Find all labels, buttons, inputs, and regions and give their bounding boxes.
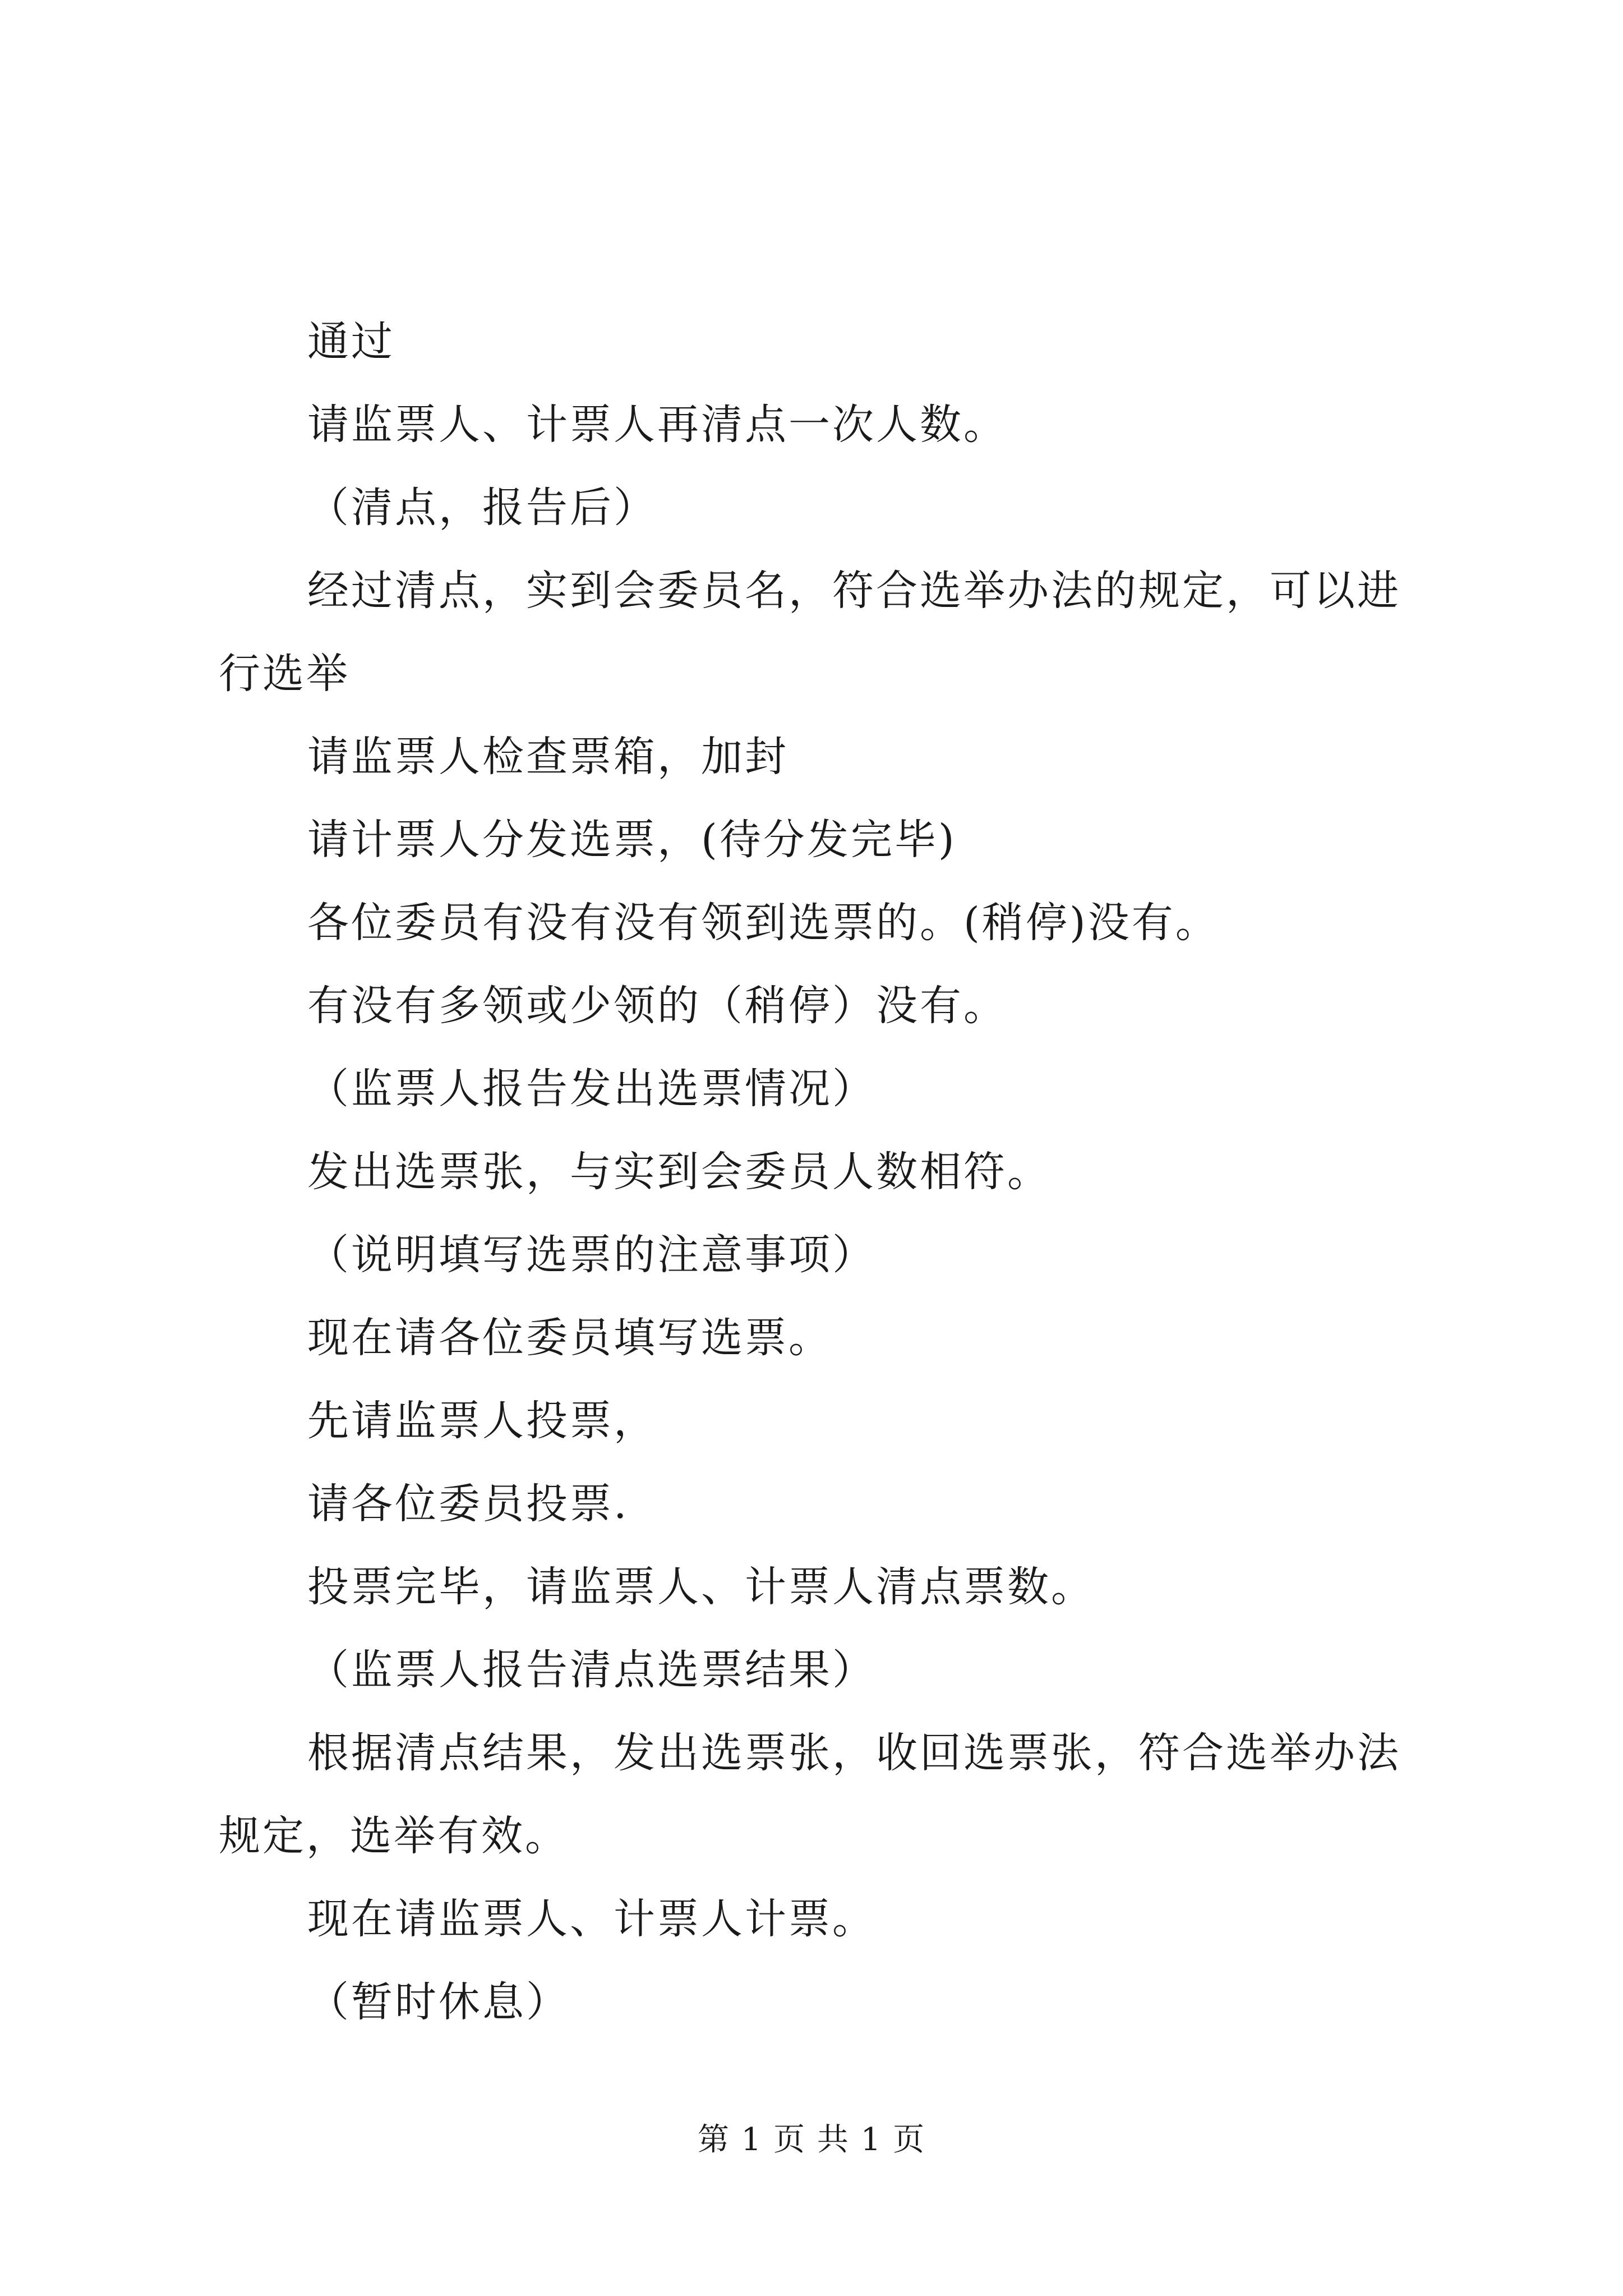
paragraph: 先请监票人投票， [307,1397,657,1445]
document-body [219,300,1430,2044]
paragraph: 请计票人分发选票，(待分发完毕) [307,816,957,864]
paragraph: （清点，报告后） [307,484,657,532]
paragraph: 现在请监票人、计票人计票。 [307,1895,876,1943]
paragraph: 通过 [307,318,395,366]
paragraph: （说明填写选票的注意事项） [307,1231,876,1279]
paragraph: 有没有多领或少领的（稍停）没有。 [307,982,1007,1030]
paragraph: 请监票人、计票人再清点一次人数。 [307,401,1007,449]
paragraph: 请监票人检查票箱，加封 [307,733,789,781]
paragraph: 发出选票张，与实到会委员人数相符。 [307,1148,1051,1196]
paragraph: 各位委员有没有没有领到选票的。(稍停)没有。 [307,899,1219,947]
paragraph: 根据清点结果，发出选票张，收回选票张，符合选举办法规定，选举有效。 [219,1729,1401,1860]
paragraph: 请各位委员投票. [307,1480,629,1528]
page-footer [0,2118,1623,2162]
paragraph: （暂时休息） [307,1978,570,2026]
paragraph: 投票完毕，请监票人、计票人清点票数。 [307,1563,1095,1611]
paragraph: （监票人报告清点选票结果） [307,1646,876,1694]
page-number-label: 第 1 页 共 1 页 [697,2122,926,2158]
paragraph: （监票人报告发出选票情况） [307,1065,876,1113]
paragraph: 经过清点，实到会委员名，符合选举办法的规定，可以进行选举 [219,567,1401,698]
paragraph: 现在请各位委员填写选票。 [307,1314,832,1362]
